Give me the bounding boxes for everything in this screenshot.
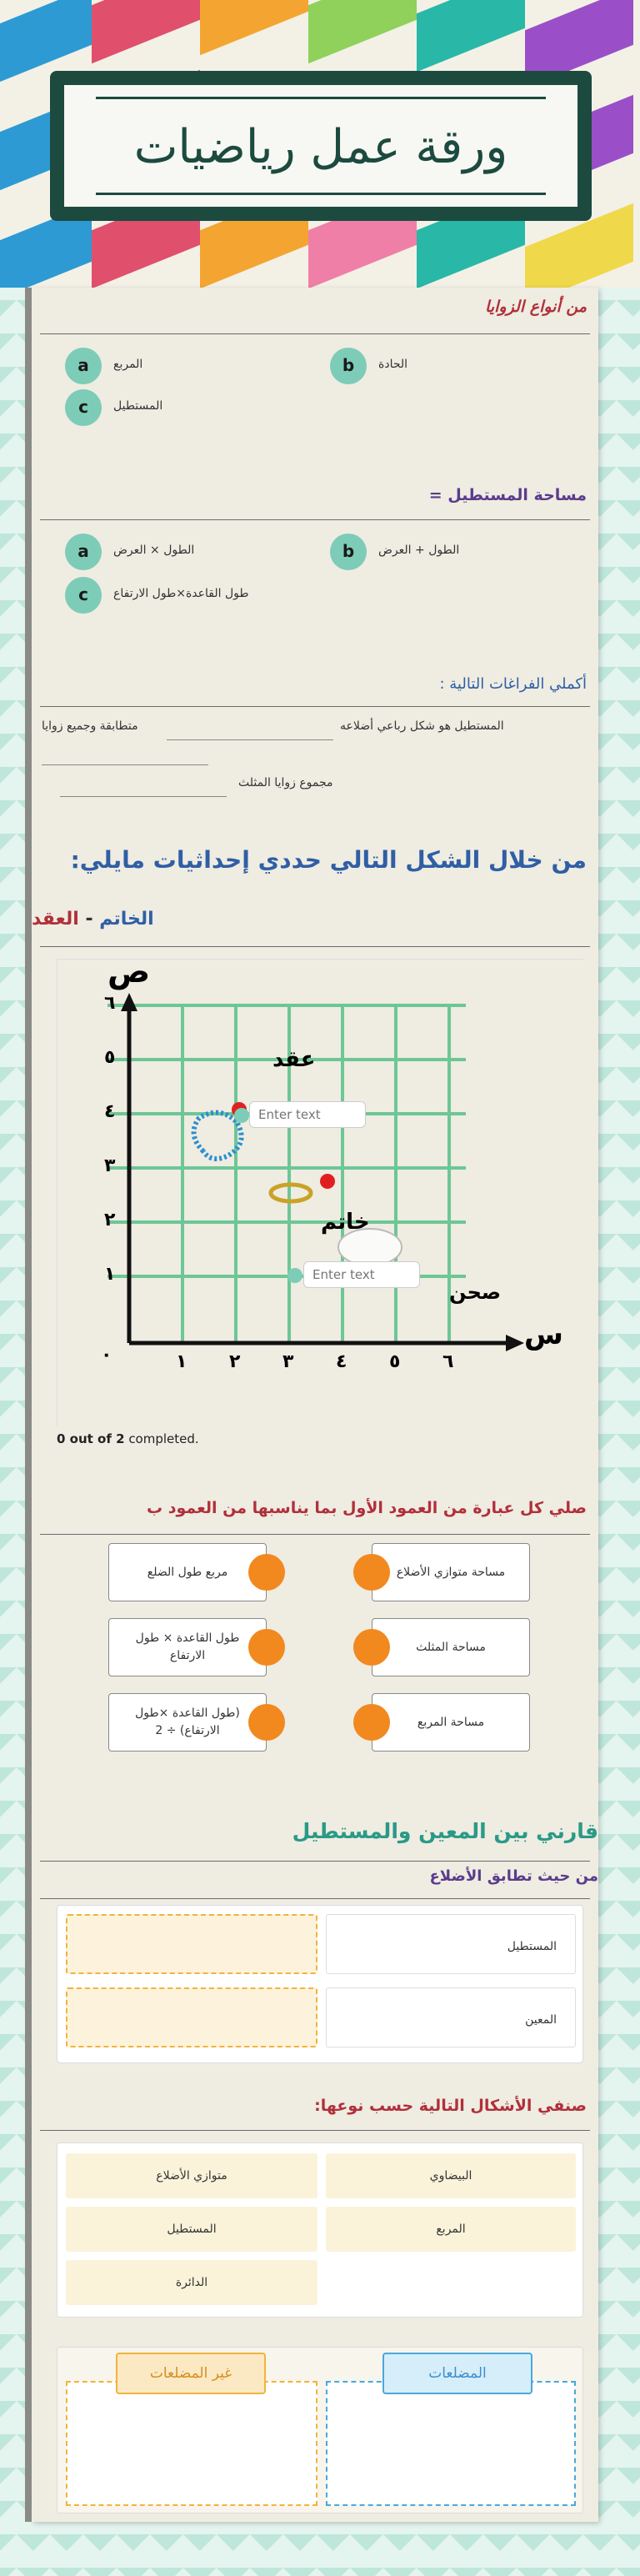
y-tick: ٤	[104, 1101, 116, 1122]
nonpolygons-bin[interactable]	[66, 2381, 318, 2506]
progress-status	[57, 1431, 199, 1446]
fill-blank-2[interactable]	[42, 764, 208, 765]
option-badge-c[interactable]: c	[65, 389, 102, 426]
match-right-item[interactable]: مساحة المثلث	[372, 1618, 530, 1676]
match-right-item[interactable]: مساحة المربع	[372, 1693, 530, 1752]
coords-item-ring: الخاتم	[99, 909, 154, 930]
y-tick: ٥	[104, 1047, 116, 1068]
y-tick: ٦	[104, 993, 116, 1014]
divider	[40, 2130, 590, 2131]
necklace-coords-input[interactable]	[249, 1101, 366, 1128]
compare-title: قارني بين المعين والمستطيل	[292, 1819, 598, 1843]
plate-label: صحن	[449, 1280, 502, 1304]
coords-items: الخاتم - العقد	[32, 909, 154, 930]
page-title: ورقة عمل رياضيات	[133, 120, 508, 174]
shape-chip[interactable]: المستطيل	[66, 2207, 318, 2252]
match-connector[interactable]	[353, 1629, 390, 1666]
angles-option-a[interactable]: المربع	[113, 358, 143, 371]
match-left-item[interactable]: طول القاعدة × طول الارتفاع	[108, 1618, 267, 1676]
worksheet	[32, 288, 598, 2522]
polygons-bin-label: المضلعات	[382, 2353, 532, 2394]
progress-count: 0 out of 2	[57, 1431, 125, 1446]
coords-title: من خلال الشكل التالي حددي إحداثيات مايلي:	[70, 846, 587, 874]
classify-bins	[57, 2347, 583, 2513]
compare-row-label: المعين	[326, 1987, 576, 2047]
coordinate-grid	[58, 960, 584, 1426]
match-left-item[interactable]: (طول القاعدة ×طول الارتفاع) ÷ 2	[108, 1693, 267, 1752]
fill-blank-1[interactable]	[167, 739, 333, 740]
area-title: مساحة المستطيل =	[428, 486, 587, 504]
divider	[40, 946, 590, 947]
necklace-label: عقد	[272, 1047, 316, 1072]
option-badge-b[interactable]: b	[330, 348, 367, 384]
y-tick: ١	[104, 1264, 116, 1285]
compare-row-label: المستطيل	[326, 1914, 576, 1974]
x-tick: ١	[176, 1351, 188, 1372]
x-axis-label: س	[524, 1318, 563, 1351]
x-tick: ٤	[336, 1351, 348, 1372]
match-title: صلي كل عبارة من العمود الأول بما يناسبها من العمود ب	[147, 1499, 587, 1517]
classify-title: صنفي الأشكال التالية حسب نوعها:	[314, 2097, 587, 2115]
divider	[40, 1898, 590, 1899]
ring-point	[320, 1174, 335, 1189]
shape-chip[interactable]: متوازي الأضلاع	[66, 2153, 318, 2198]
x-tick: ٦	[442, 1351, 454, 1372]
origin-label: ٠	[101, 1345, 112, 1366]
x-tick: ٥	[389, 1351, 401, 1372]
y-axis-label: ص	[108, 953, 151, 990]
match-connector[interactable]	[248, 1629, 285, 1666]
divider	[40, 519, 590, 520]
divider	[40, 333, 590, 334]
shape-chip[interactable]: البيضاوي	[326, 2153, 576, 2198]
coords-item-necklace: العقد	[32, 909, 79, 930]
fill-title: أكملي الفراغات التالية :	[439, 675, 587, 693]
title-frame	[50, 71, 592, 221]
area-option-c[interactable]: طول القاعدة×طول الارتفاع	[113, 587, 249, 600]
ring-coords-input[interactable]	[303, 1261, 420, 1288]
option-badge-c[interactable]: c	[65, 577, 102, 614]
option-badge-b[interactable]: b	[330, 534, 367, 570]
input-marker	[234, 1108, 249, 1123]
y-tick: ٣	[104, 1155, 116, 1176]
fill-text-1b: متطابقة وجميع زوايا	[42, 719, 138, 733]
angles-title: من أنواع الزوايا	[485, 298, 587, 316]
match-connector[interactable]	[248, 1704, 285, 1741]
compare-answer-slot[interactable]	[66, 1914, 318, 1974]
divider	[40, 706, 590, 707]
fill-text-2: مجموع زوايا المثلث	[238, 776, 333, 789]
x-tick: ٣	[282, 1351, 294, 1372]
coordinate-plane-image	[57, 953, 583, 1426]
x-tick: ٢	[229, 1351, 241, 1372]
ring-label: خاتم	[321, 1210, 370, 1235]
match-connector[interactable]	[248, 1554, 285, 1591]
divider	[40, 1534, 590, 1535]
nonpolygons-bin-label: غير المضلعات	[116, 2353, 266, 2394]
fill-text-1a: المستطيل هو شكل رباعي أضلاعه	[340, 719, 504, 733]
option-badge-a[interactable]: a	[65, 534, 102, 570]
match-connector[interactable]	[353, 1554, 390, 1591]
option-badge-a[interactable]: a	[65, 348, 102, 384]
compare-answer-slot[interactable]	[66, 1987, 318, 2047]
progress-label: completed.	[128, 1431, 199, 1446]
input-marker	[288, 1268, 302, 1283]
divider	[40, 1861, 590, 1862]
match-left-item[interactable]: مربع طول الضلع	[108, 1543, 267, 1601]
angles-option-c[interactable]: المستطيل	[113, 399, 163, 413]
polygons-bin[interactable]	[326, 2381, 576, 2506]
compare-table	[57, 1905, 583, 2063]
y-tick: ٢	[104, 1210, 116, 1230]
shape-chip[interactable]: المربع	[326, 2207, 576, 2252]
classify-chip-tray	[57, 2142, 583, 2318]
match-right-item[interactable]: مساحة متوازي الأضلاع	[372, 1543, 530, 1601]
compare-subtitle: من حيث تطابق الأضلاع	[429, 1867, 598, 1885]
shape-chip[interactable]: الدائرة	[66, 2260, 318, 2305]
header-banner	[0, 0, 640, 288]
fill-blank-3[interactable]	[60, 796, 227, 797]
match-connector[interactable]	[353, 1704, 390, 1741]
area-option-a[interactable]: الطول × العرض	[113, 544, 195, 557]
angles-option-b[interactable]: الحادة	[378, 358, 408, 371]
area-option-b[interactable]: الطول + العرض	[378, 544, 460, 557]
